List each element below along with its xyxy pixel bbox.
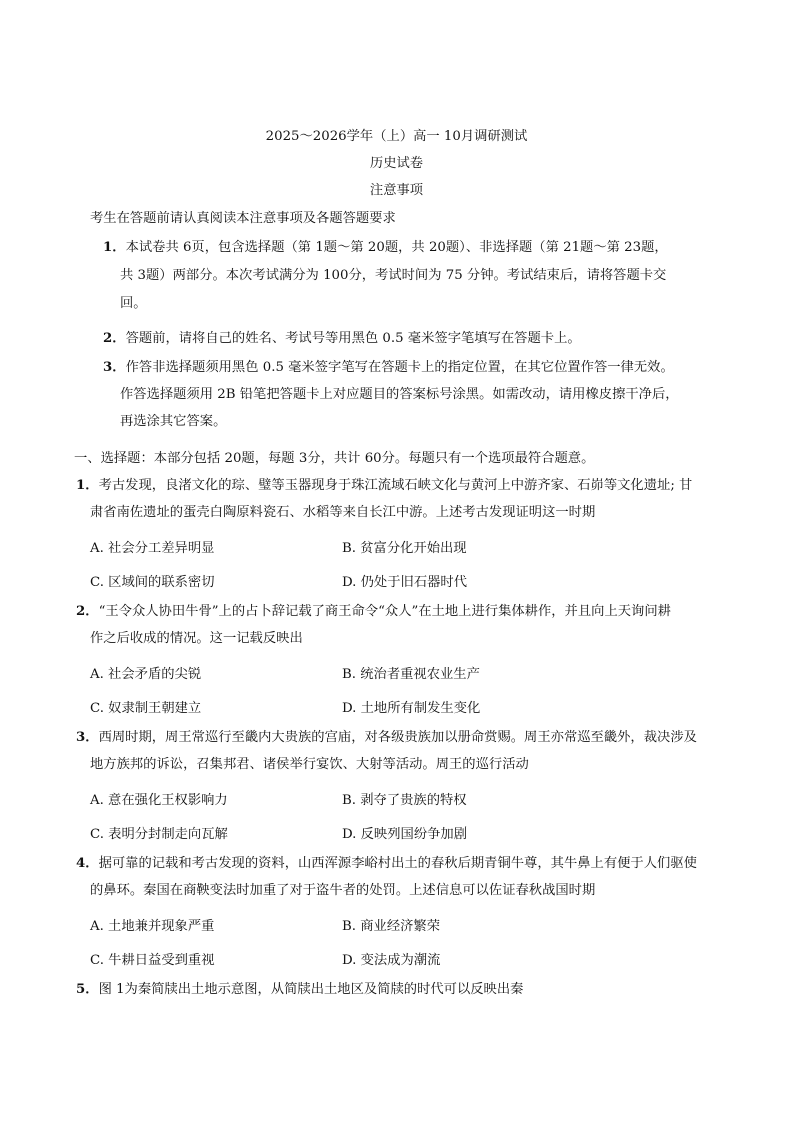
- question-1-option-c[interactable]: C. 区域间的联系密切: [90, 575, 215, 590]
- section-heading: 一、选择题：本部分包括 20题，每题 3分，共计 60分。每题只有一个选项最符合题意。: [74, 451, 595, 466]
- question-4-option-a[interactable]: A. 土地兼并现象严重: [90, 919, 215, 934]
- notice-item-1-line-2: 共 3题）两部分。本次考试满分为 100分，考试时间为 75 分钟。考试结束后，请将答题卡交: [120, 268, 667, 283]
- notice-item-1-number: 1．: [103, 240, 126, 255]
- question-4-option-b[interactable]: B. 商业经济繁荣: [342, 919, 441, 934]
- question-4-number: 4．: [76, 856, 99, 871]
- notice-item-1: [103, 236, 668, 255]
- question-2-line-2: 作之后收成的情况。这一记载反映出: [90, 631, 303, 646]
- notice-item-1-line-1: 本试卷共 6页，包含选择题（第 1题～第 20题，共 20题）、非选择题（第 21题～第 23题，: [125, 240, 668, 255]
- question-4-line-2: 的鼻环。秦国在商鞅变法时加重了对于盗牛者的处罚。上述信息可以佐证春秋战国时期: [90, 883, 596, 898]
- question-3-line-2: 地方族邦的诉讼，召集邦君、诸侯举行宴饮、大射等活动。周王的巡行活动: [90, 757, 529, 772]
- question-2-line-1: “王令众人协田牛骨”上的占卜辞记载了商王命令“众人”在土地上进行集体耕作，并且向上天询问耕: [98, 604, 671, 619]
- question-2: [76, 600, 671, 619]
- question-1-line-2: 肃省南佐遗址的蛋壳白陶原料瓷石、水稻等来自长江中游。上述考古发现证明这一时期: [90, 505, 596, 520]
- notice-item-3-number: 3．: [103, 360, 126, 375]
- question-2-option-c[interactable]: C. 奴隶制王朝建立: [90, 701, 202, 716]
- question-3-option-a[interactable]: A. 意在强化王权影响力: [90, 793, 228, 808]
- notice-item-2-number: 2．: [103, 331, 126, 346]
- question-1-option-d[interactable]: D. 仍处于旧石器时代: [342, 575, 468, 590]
- question-3: [76, 726, 697, 745]
- question-5-line-1: 图 1为秦简牍出土地示意图，从简牍出土地区及简牍的时代可以反映出秦: [98, 982, 524, 997]
- question-1-option-b[interactable]: B. 贫富分化开始出现: [342, 541, 467, 556]
- question-3-option-d[interactable]: D. 反映列国纷争加剧: [342, 827, 468, 842]
- question-4: [76, 852, 697, 871]
- question-1: [76, 474, 692, 493]
- notice-item-3-line-3: 再选涂其它答案。: [120, 414, 227, 429]
- question-4-option-c[interactable]: C. 牛耕日益受到重视: [90, 953, 215, 968]
- exam-title: 2025～2026学年（上）高一 10月调研测试: [265, 129, 528, 144]
- question-4-option-d[interactable]: D. 变法成为潮流: [342, 953, 441, 968]
- question-5-number: 5．: [76, 982, 99, 997]
- question-3-option-c[interactable]: C. 表明分封制走向瓦解: [90, 827, 228, 842]
- notice-item-1-line-3: 回。: [120, 296, 147, 311]
- notice-intro: 考生在答题前请认真阅读本注意事项及各题答题要求: [90, 211, 396, 226]
- question-3-line-1: 西周时期，周王常巡行至畿内大贵族的宫庙，对各级贵族加以册命赏赐。周王亦常巡至畿外，裁决涉及: [98, 730, 697, 745]
- notice-item-3-line-1: 作答非选择题须用黑色 0.5 毫米签字笔写在答题卡上的指定位置，在其它位置作答一律无效。: [125, 360, 674, 375]
- exam-subject: 历史试卷: [369, 156, 424, 171]
- question-2-option-a[interactable]: A. 社会矛盾的尖锐: [90, 667, 202, 682]
- question-3-option-b[interactable]: B. 剥夺了贵族的特权: [342, 793, 467, 808]
- question-1-option-a[interactable]: A. 社会分工差异明显: [90, 541, 215, 556]
- notice-item-2-line-1: 答题前，请将自己的姓名、考试号等用黑色 0.5 毫米签字笔填写在答题卡上。: [125, 331, 581, 346]
- question-3-number: 3．: [76, 730, 99, 745]
- question-4-line-1: 据可靠的记载和考古发现的资料，山西浑源李峪村出土的春秋后期青铜牛尊，其牛鼻上有便于人们驱使: [98, 856, 697, 871]
- notice-item-2: [103, 327, 581, 346]
- question-2-option-b[interactable]: B. 统治者重视农业生产: [342, 667, 480, 682]
- question-1-number: 1．: [76, 478, 99, 493]
- notice-item-3: [103, 356, 674, 375]
- question-2-number: 2．: [76, 604, 99, 619]
- notice-item-3-line-2: 作答选择题须用 2B 铅笔把答题卡上对应题目的答案标号涂黑。如需改动，请用橡皮擦干净后，: [120, 387, 679, 402]
- question-1-line-1: 考古发现，良渚文化的琮、璧等玉器现身于珠江流域石峡文化与黄河上中游齐家、石峁等文化遗址; 甘: [98, 478, 693, 493]
- question-5: [76, 978, 523, 997]
- notice-title: 注意事项: [369, 183, 424, 198]
- question-2-option-d[interactable]: D. 土地所有制发生变化: [342, 701, 481, 716]
